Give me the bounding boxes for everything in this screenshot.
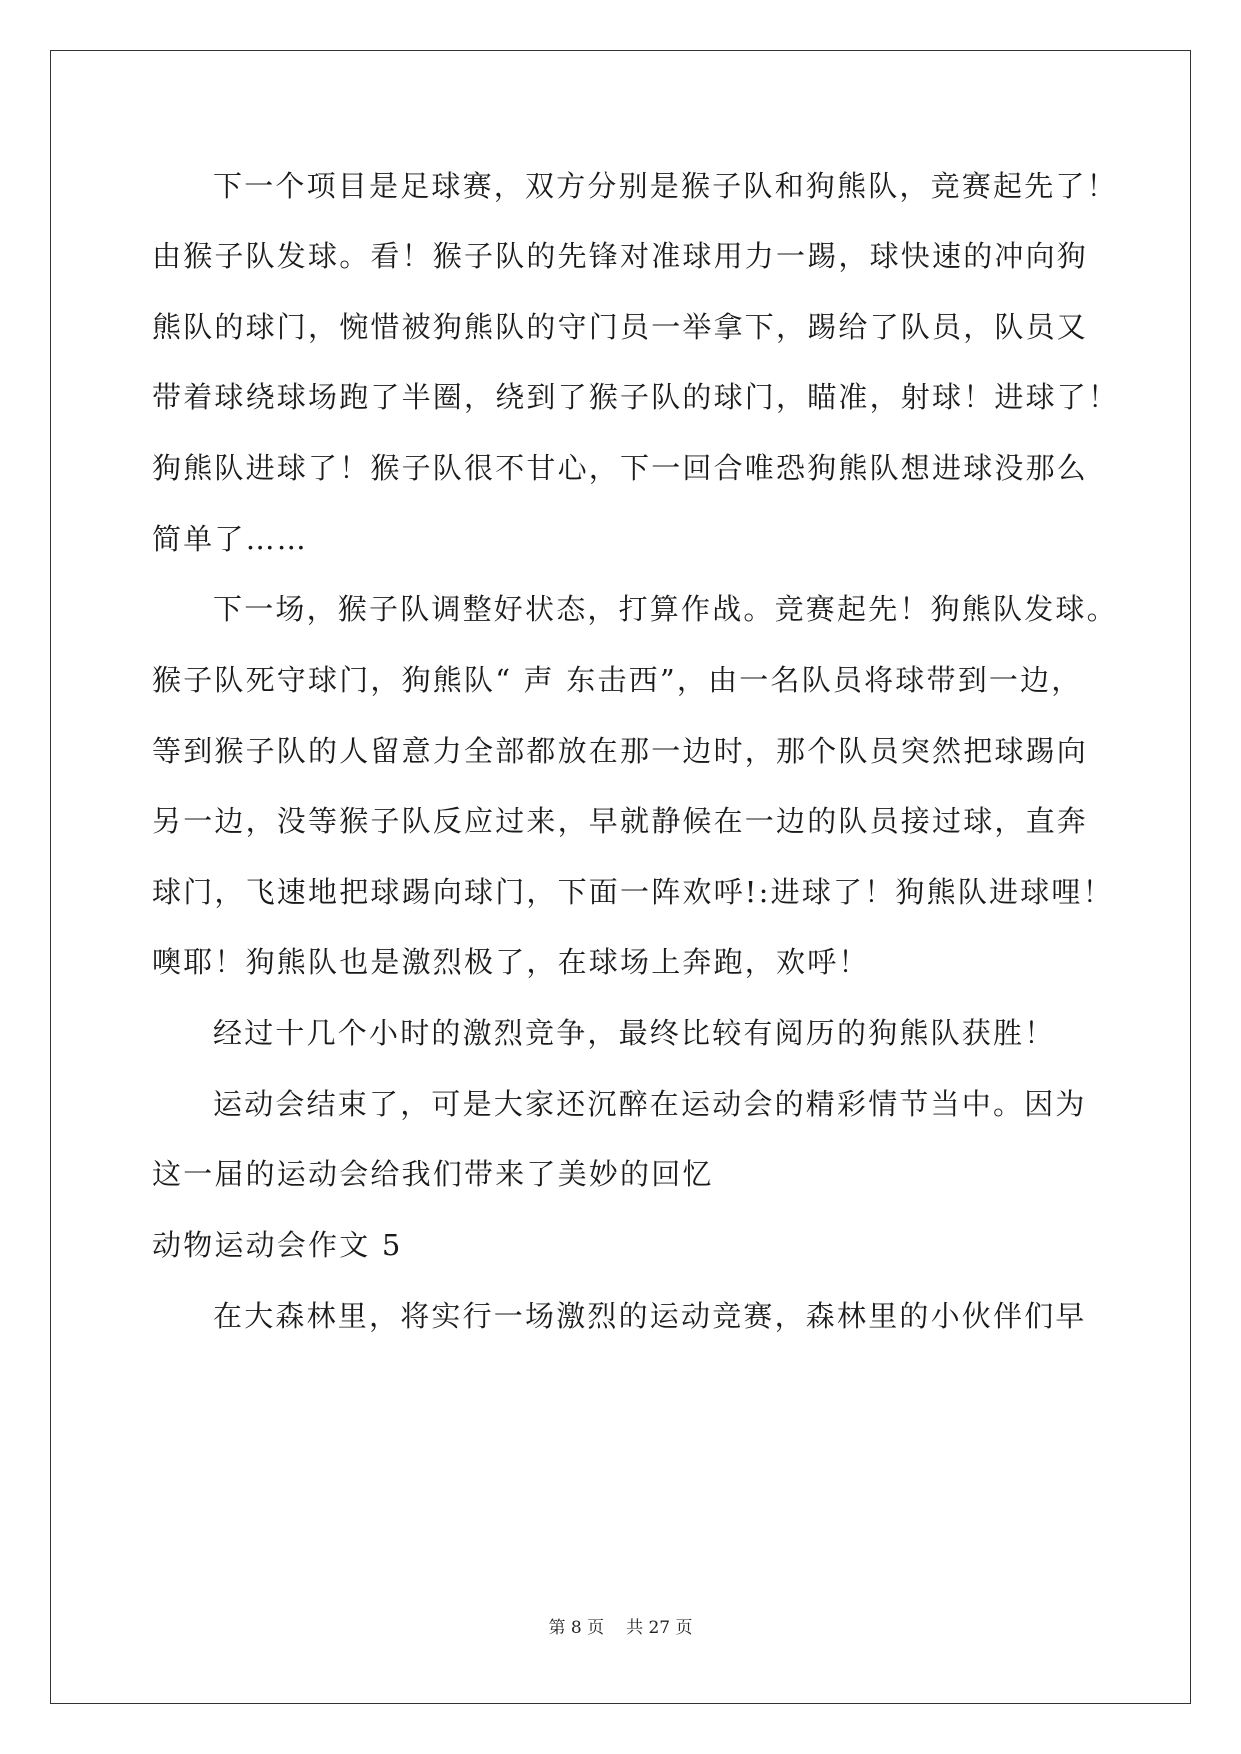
paragraph-line: 熊队的球门，惋惜被狗熊队的守门员一举拿下，踢给了队员，队员又: [152, 310, 1089, 344]
paragraph-line: 噢耶！狗熊队也是激烈极了，在球场上奔跑，欢呼！: [152, 945, 870, 979]
page-total: 共 27 页: [626, 1618, 693, 1638]
paragraph-line: 这一届的运动会给我们带来了美妙的回忆: [152, 1157, 714, 1191]
paragraph-line: 下一个项目是足球赛，双方分别是猴子队和狗熊队，竞赛起先了！: [213, 169, 1118, 203]
page-number: 第 8 页: [548, 1618, 605, 1638]
paragraph-line: 运动会结束了，可是大家还沉醉在运动会的精彩情节当中。因为: [213, 1087, 1087, 1121]
paragraph-line: 带着球绕球场跑了半圈，绕到了猴子队的球门，瞄准，射球！进球了！: [152, 380, 1120, 414]
paragraph-line: 等到猴子队的人留意力全部都放在那一边时，那个队员突然把球踢向: [152, 734, 1089, 768]
page-footer: [0, 1616, 1241, 1640]
paragraph-line: 简单了……: [152, 522, 309, 556]
paragraph-line: 经过十几个小时的激烈竞争，最终比较有阅历的狗熊队获胜！: [213, 1016, 1056, 1050]
paragraph-line: 猴子队死守球门，狗熊队“ 声 东击西”，由一名队员将球带到一边，: [152, 663, 1083, 697]
paragraph-line: 球门，飞速地把球踢向球门，下面一阵欢呼!:进球了！狗熊队进球哩！: [152, 875, 1114, 909]
paragraph-line: 由猴子队发球。看！猴子队的先锋对准球用力一踢，球快速的冲向狗: [152, 239, 1089, 273]
paragraph-line: 下一场，猴子队调整好状态，打算作战。竞赛起先！狗熊队发球。: [213, 592, 1118, 626]
paragraph-line: 另一边，没等猴子队反应过来，早就静候在一边的队员接过球，直奔: [152, 804, 1089, 838]
paragraph-line: 在大森林里，将实行一场激烈的运动竞赛，森林里的小伙伴们早: [213, 1299, 1087, 1333]
section-heading: 动物运动会作文 5: [152, 1228, 403, 1262]
paragraph-line: 狗熊队进球了！猴子队很不甘心，下一回合唯恐狗熊队想进球没那么: [152, 451, 1089, 485]
